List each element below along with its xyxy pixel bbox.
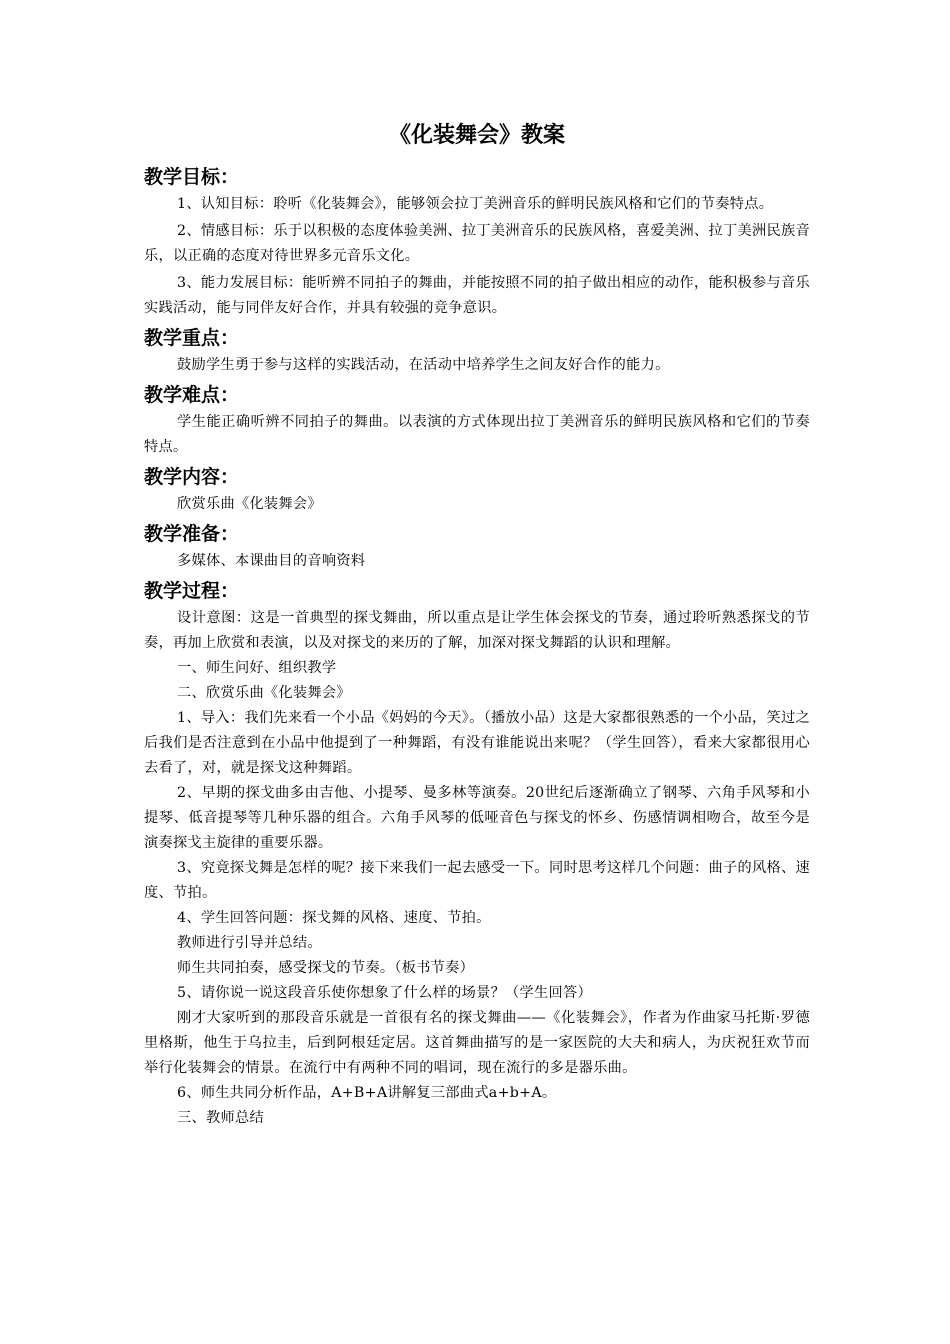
paragraph: 2、早期的探戈曲多由吉他、小提琴、曼多林等演奏。20世纪后逐渐确立了钢琴、六角手风琴和小提琴、低音提琴等几种乐器的组合。六角手风琴的低哑音色与探戈的怀乡、伤感情调相吻合，故至今是演奏探戈主旋律的重要乐器。 (144, 785, 810, 851)
paragraph: 教师进行引导并总结。 (177, 935, 322, 951)
paragraph: 刚才大家听到的那段音乐就是一首很有名的探戈舞曲——《化装舞会》，作者为作曲家马托斯·罗德里格斯，他生于乌拉圭，后到阿根廷定居。这首舞曲描写的是一家医院的大夫和病人，为庆祝狂欢节而举行化装舞会的情景。在流行中有两种不同的唱词，现在流行的多是器乐曲。 (144, 1010, 810, 1076)
section-heading: 教学内容： (144, 466, 240, 488)
section-heading: 教学难点： (144, 384, 240, 406)
paragraph: 二、欣赏乐曲《化装舞会》 (177, 685, 351, 701)
paragraph: 3、能力发展目标：能听辨不同拍子的舞曲，并能按照不同的拍子做出相应的动作，能积极参与音乐实践活动，能与同伴友好合作，并具有较强的竞争意识。 (144, 275, 810, 316)
section-key-points (144, 323, 810, 378)
paragraph: 4、学生回答问题：探戈舞的风格、速度、节拍。 (177, 910, 491, 926)
document-title: 《化装舞会》教案 (388, 123, 565, 148)
paragraph: 欣赏乐曲《化装舞会》 (177, 496, 322, 512)
section-heading: 教学过程： (144, 580, 240, 602)
paragraph: 多媒体、本课曲目的音响资料 (177, 553, 366, 569)
paragraph: 三、教师总结 (177, 1110, 264, 1126)
section-process (144, 576, 810, 1131)
paragraph: 2、情感目标：乐于以积极的态度体验美洲、拉丁美洲音乐的民族风格，喜爱美洲、拉丁美洲民族音乐，以正确的态度对待世界多元音乐文化。 (144, 223, 810, 264)
paragraph: 设计意图：这是一首典型的探戈舞曲，所以重点是让学生体会探戈的节奏，通过聆听熟悉探戈的节奏，再加上欣赏和表演，以及对探戈的来历的了解，加深对探戈舞蹈的认识和理解。 (144, 610, 810, 651)
paragraph: 3、究竟探戈舞是怎样的呢？接下来我们一起去感受一下。同时思考这样几个问题：曲子的风格、速度、节拍。 (144, 860, 810, 901)
paragraph: 一、师生问好、组织教学 (177, 660, 337, 676)
section-objectives (144, 162, 810, 321)
paragraph: 6、师生共同分析作品，A+B+A讲解复三部曲式a+b+A。 (177, 1085, 557, 1101)
paragraph: 1、认知目标：聆听《化装舞会》，能够领会拉丁美洲音乐的鲜明民族风格和它们的节奏特点。 (177, 196, 774, 212)
section-preparation (144, 519, 810, 574)
paragraph: 鼓励学生勇于参与这样的实践活动，在活动中培养学生之间友好合作的能力。 (177, 357, 670, 373)
section-heading: 教学准备： (144, 523, 240, 545)
section-content (144, 462, 810, 517)
section-heading: 教学重点： (144, 327, 240, 349)
paragraph: 师生共同拍奏，感受探戈的节奏。（板书节奏） (177, 960, 475, 976)
section-difficulties (144, 380, 810, 460)
document-page (144, 120, 810, 1131)
section-heading: 教学目标： (144, 166, 240, 188)
paragraph: 学生能正确听辨不同拍子的舞曲。以表演的方式体现出拉丁美洲音乐的鲜明民族风格和它们的节奏特点。 (144, 414, 810, 455)
paragraph: 1、导入：我们先来看一个小品《妈妈的今天》。（播放小品）这是大家都很熟悉的一个小品，笑过之后我们是否注意到在小品中他提到了一种舞蹈，有没有谁能说出来呢？（学生回答），看来大家都很用心去看了，对，就是探戈这种舞蹈。 (144, 710, 810, 776)
paragraph: 5、请你说一说这段音乐使你想象了什么样的场景？（学生回答） (177, 985, 592, 1001)
